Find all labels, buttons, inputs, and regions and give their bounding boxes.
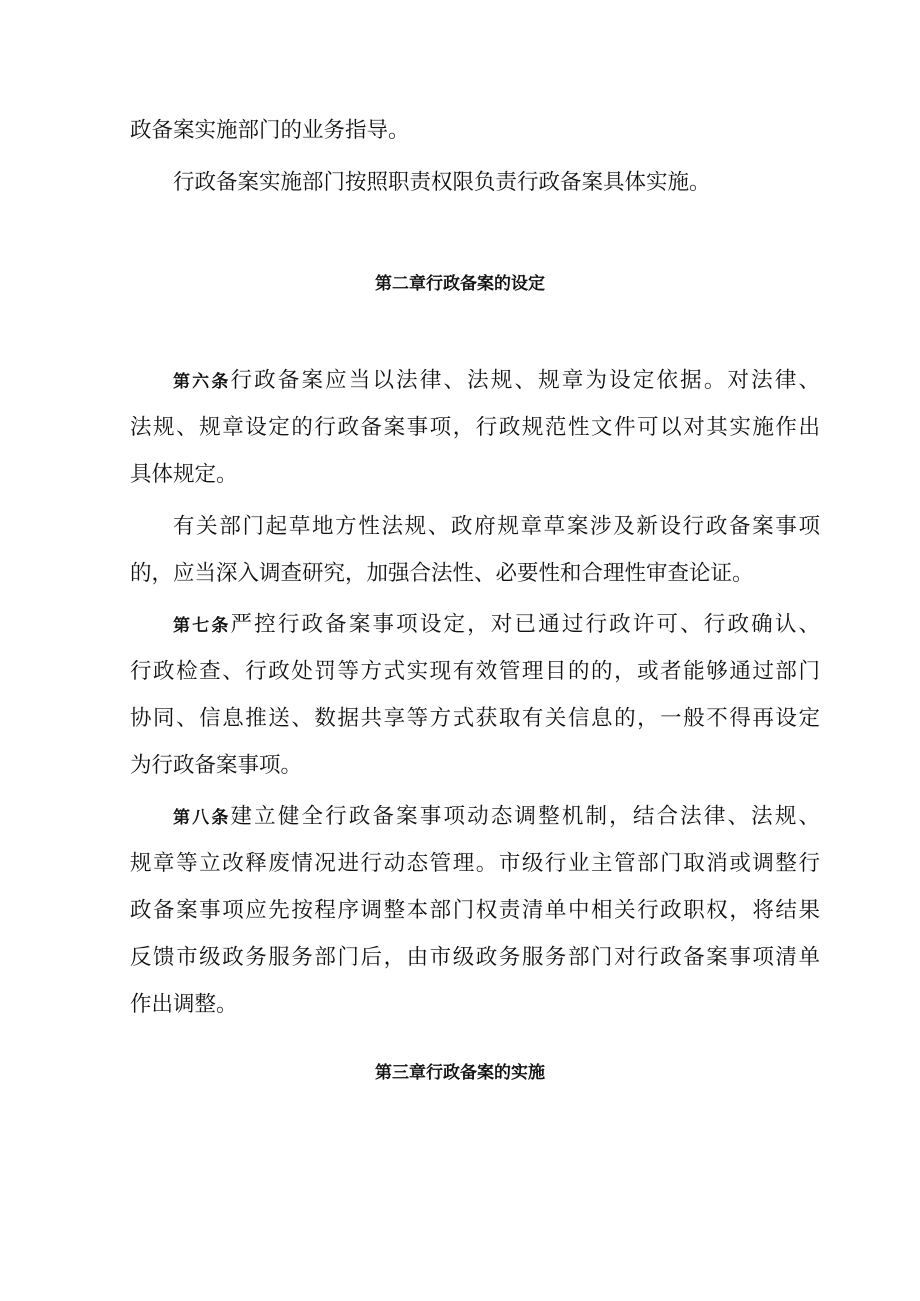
article-text: 建立健全行政备案事项动态调整机制，结合法律、法规、 — [230, 804, 820, 829]
paragraph-line: 具体规定。 — [130, 462, 238, 487]
paragraph-line: 协同、信息推送、数据共享等方式获取有关信息的，一般不得再设定 — [130, 706, 820, 731]
article-6-line — [173, 366, 820, 397]
paragraph-line: 反馈市级政务服务部门后，由市级政务服务部门对行政备案事项清单 — [130, 945, 820, 970]
article-7-line — [173, 610, 820, 641]
paragraph-line: 作出调整。 — [130, 992, 238, 1017]
article-label: 第六条 — [173, 372, 231, 392]
paragraph-line: 政备案实施部门的业务指导。 — [130, 118, 410, 143]
paragraph-line: 的，应当深入调查研究，加强合法性、必要性和合理性审查论证。 — [130, 561, 754, 586]
paragraph-line: 政备案事项应先按程序调整本部门权责清单中相关行政职权，将结果 — [130, 898, 820, 923]
paragraph-line: 行政备案实施部门按照职责权限负责行政备案具体实施。 — [173, 170, 711, 195]
article-8-line — [173, 802, 820, 833]
paragraph-line: 法规、规章设定的行政备案事项，行政规范性文件可以对其实施作出 — [130, 415, 820, 440]
paragraph-line: 有关部门起草地方性法规、政府规章草案涉及新设行政备案事项 — [173, 514, 820, 539]
article-label: 第八条 — [173, 808, 231, 828]
paragraph-line: 规章等立改释废情况进行动态管理。市级行业主管部门取消或调整行 — [130, 851, 820, 876]
paragraph-line: 行政检查、行政处罚等方式实现有效管理目的的，或者能够通过部门 — [130, 659, 820, 684]
article-label: 第七条 — [173, 616, 231, 636]
chapter-heading: 第二章行政备案的设定 — [375, 274, 545, 294]
chapter-heading: 第三章行政备案的实施 — [375, 1063, 545, 1083]
article-text: 严控行政备案事项设定，对已通过行政许可、行政确认、 — [230, 612, 820, 637]
paragraph-line: 为行政备案事项。 — [130, 753, 303, 778]
article-text: 行政备案应当以法律、法规、规章为设定依据。对法律、 — [230, 368, 820, 393]
